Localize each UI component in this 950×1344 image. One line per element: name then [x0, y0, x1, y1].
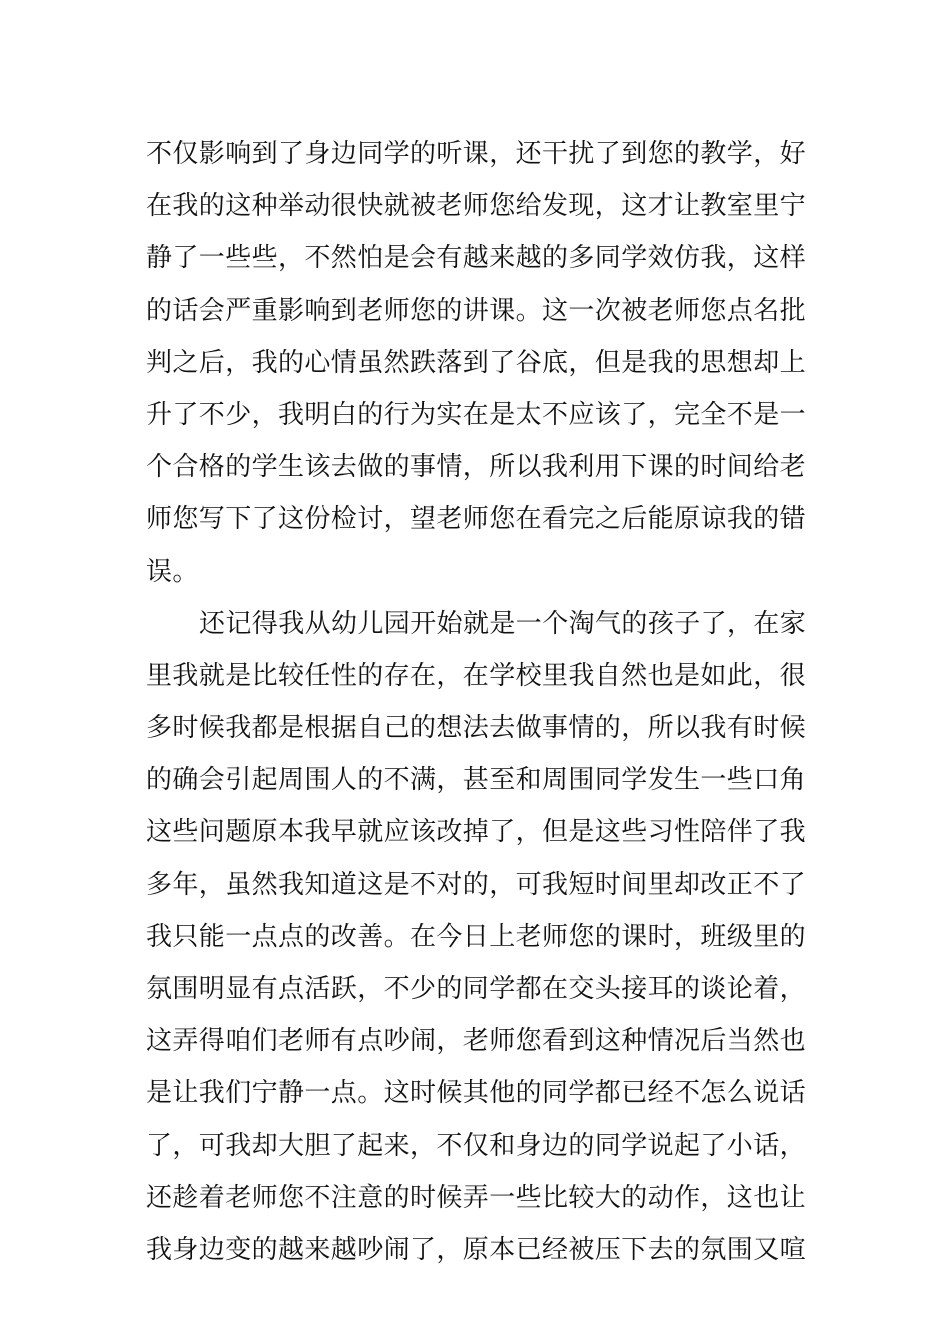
text-line: 多时候我都是根据自己的想法去做事情的，所以我有时候 [146, 713, 807, 744]
text-line: 是让我们宁静一点。这时候其他的同学都已经不怎么说话 [146, 1078, 807, 1109]
text-line: 判之后，我的心情虽然跌落到了谷底，但是我的思想却上 [146, 347, 807, 378]
text-line: 我身边变的越来越吵闹了，原本已经被压下去的氛围又喧 [146, 1234, 807, 1265]
text-line: 误。 [146, 556, 199, 587]
text-line: 在我的这种举动很快就被老师您给发现，这才让教室里宁 [146, 191, 807, 222]
text-line: 的话会严重影响到老师您的讲课。这一次被老师您点名批 [146, 295, 807, 326]
text-line: 还趁着老师您不注意的时候弄一些比较大的动作，这也让 [146, 1182, 807, 1213]
text-line: 这些问题原本我早就应该改掉了，但是这些习性陪伴了我 [146, 817, 807, 848]
text-line: 里我就是比较任性的存在，在学校里我自然也是如此，很 [146, 660, 807, 691]
text-line: 多年，虽然我知道这是不对的，可我短时间里却改正不了 [146, 869, 807, 900]
text-line: 师您写下了这份检讨，望老师您在看完之后能原谅我的错 [146, 504, 807, 535]
text-line: 氛围明显有点活跃，不少的同学都在交头接耳的谈论着， [146, 974, 807, 1004]
text-line: 我只能一点点的改善。在今日上老师您的课时，班级里的 [146, 921, 807, 952]
paragraph-start-line: 还记得我从幼儿园开始就是一个淘气的孩子了，在家 [199, 608, 807, 639]
text-line: 这弄得咱们老师有点吵闹，老师您看到这种情况后当然也 [146, 1026, 807, 1057]
text-line: 的确会引起周围人的不满，甚至和周围同学发生一些口角 [146, 765, 807, 796]
text-line: 不仅影响到了身边同学的听课，还干扰了到您的教学，好 [146, 139, 807, 169]
text-line: 静了一些些，不然怕是会有越来越的多同学效仿我，这样 [146, 243, 807, 274]
body-text [146, 128, 826, 1276]
text-line: 个合格的学生该去做的事情，所以我利用下课的时间给老 [146, 452, 807, 483]
text-line: 了，可我却大胆了起来，不仅和身边的同学说起了小话， [146, 1130, 807, 1161]
text-line: 升了不少，我明白的行为实在是太不应该了，完全不是一 [146, 399, 807, 430]
